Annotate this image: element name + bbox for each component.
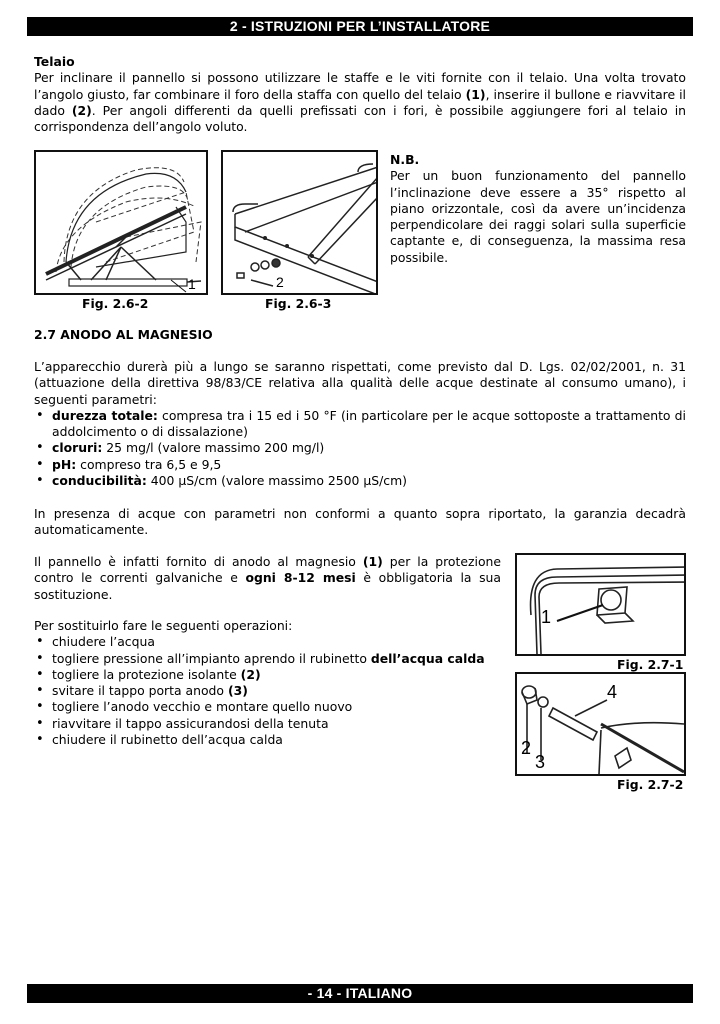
figure-2-6-3-image [221,150,378,295]
callout-label-3: 3 [535,752,546,772]
page-number-label: - 14 - ITALIANO [307,985,413,1001]
callout-label-2: 2 [276,274,284,290]
param-cloruri: • cloruri: 25 mg/l (valore massimo 200 mg/l) [34,440,686,456]
param-ph: • pH: compreso tra 6,5 e 9,5 [34,457,686,473]
telaio-paragraph: Per inclinare il pannello si possono utilizzare le staffe e le viti fornite con il telaio. Una volta trovato l’angolo giusto, far combinare il foro della staffa con quello del telaio (1), inserire il bullone e riavvitare il dado (2). Per angoli differenti da quelli prefissati con i fori, è possibile aggiungere fori al telaio in corrispondenza dell’angolo voluto. [34,70,686,135]
step-item: • svitare il tappo porta anodo (3) [34,683,514,699]
section-title: 2 - ISTRUZIONI PER L’INSTALLATORE [229,18,491,34]
step-item: • togliere la protezione isolante (2) [34,667,514,683]
step-item: • togliere pressione all’impianto aprendo il rubinetto dell’acqua calda [34,651,514,667]
figure-2-7-2-image [515,672,686,776]
callout-label-4: 4 [607,682,618,702]
step-item: • riavvitare il tappo assicurandosi della tenuta [34,716,514,732]
anode-supply-paragraph: Il pannello è infatti fornito di anodo al magnesio (1) per la protezione contro le correnti galvaniche e ogni 8-12 mesi è obbligatoria la sua sostituzione. [34,554,501,602]
warranty-paragraph: In presenza di acque con parametri non conformi a quanto sopra riportato, la garanzia decadrà automaticamente. [34,506,686,538]
step-item: • chiudere l’acqua [34,634,514,650]
solar-panel-frame-tilt-illustration [36,152,206,293]
figure-2-7-1-image [515,553,686,656]
callout-label-1: 1 [188,276,196,292]
anodo-intro: L’apparecchio durerà più a lungo se saranno rispettati, come previsto dal D. Lgs. 02/02/2001, n. 31 (attuazione della direttiva 98/83/CE relativa alla qualità delle acque destinate al consumo umano), i seguenti parametri: [34,359,686,407]
step-item: • chiudere il rubinetto dell’acqua calda [34,732,514,748]
water-parameters-list [34,408,686,489]
section-header-bar [27,17,693,36]
callout-label-1: 1 [541,607,552,627]
figure-2-7-1-caption: Fig. 2.7-1 [617,657,684,672]
param-durezza: • durezza totale: compresa tra i 15 ed i 50 °F (in particolare per le acque sottoposte a trattamento di addolcimento o di dissalazione) [34,408,686,441]
figure-2-7-2-caption: Fig. 2.7-2 [617,777,684,792]
anodo-intro-block [34,359,686,489]
nb-heading: N.B. [390,152,420,167]
steps-intro: Per sostituirlo fare le seguenti operazioni: [34,618,293,633]
step-item: • togliere l’anodo vecchio e montare quello nuovo [34,699,514,715]
telaio-heading: Telaio [34,54,75,69]
nb-text: Per un buon funzionamento del pannello l’inclinazione deve essere a 35° rispetto al piano orizzontale, così da avere un’incidenza perpendicolare dei raggi solari sulla superficie captante e, di conseguenza, la massima resa possibile. [390,168,686,265]
frame-bracket-bolt-illustration [223,152,376,293]
nb-note [390,152,686,266]
figure-2-6-2-image [34,150,208,295]
panel-anode-location-illustration [517,555,684,654]
callout-label-2: 2 [521,738,532,758]
telaio-section [34,54,686,135]
replacement-steps-list [34,634,514,748]
anodo-section-heading: 2.7 ANODO AL MAGNESIO [34,327,213,342]
figure-2-6-2-caption: Fig. 2.6-2 [82,296,149,311]
param-conducibilita: • conducibilità: 400 µS/cm (valore massimo 2500 µS/cm) [34,473,686,489]
figure-2-6-3-caption: Fig. 2.6-3 [265,296,332,311]
replacement-steps-block [34,618,514,748]
page-footer-bar [27,984,693,1003]
